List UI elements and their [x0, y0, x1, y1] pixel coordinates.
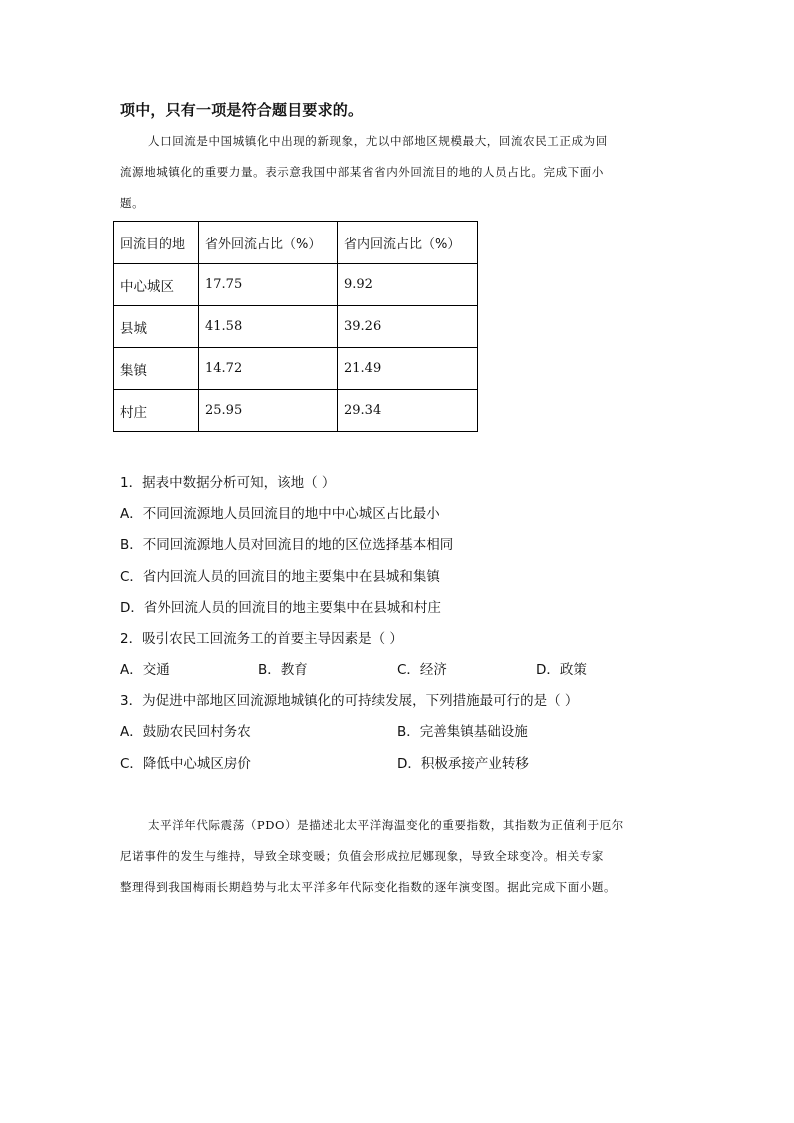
- question-2-option-a: A．交通: [120, 662, 170, 678]
- table-header-cell: 省内回流占比（%）: [338, 222, 478, 264]
- section-heading: 项中，只有一项是符合题目要求的。: [120, 101, 364, 119]
- intro-1-line-3: 题。: [120, 196, 145, 210]
- question-3-option-b: B．完善集镇基础设施: [397, 724, 528, 740]
- question-1-stem: 1．据表中数据分析可知，该地（ ）: [120, 475, 336, 491]
- intro-2-line-2: 尼诺事件的发生与维持，导致全球变暖；负值会形成拉尼娜现象，导致全球变冷。相关专家: [120, 849, 604, 863]
- question-2-option-d: D．政策: [536, 662, 587, 678]
- table-cell: 25.95: [199, 390, 338, 432]
- table-cell: 14.72: [199, 348, 338, 390]
- question-2-option-c: C．经济: [397, 662, 447, 678]
- question-3-stem: 3．为促进中部地区回流源地城镇化的可持续发展，下列措施最可行的是（ ）: [120, 693, 579, 709]
- question-2-stem: 2．吸引农民工回流务工的首要主导因素是（ ）: [120, 631, 403, 647]
- intro-1-line-2: 流源地城镇化的重要力量。表示意我国中部某省省内外回流目的地的人员占比。完成下面小: [120, 165, 604, 179]
- table-cell: 39.26: [338, 306, 478, 348]
- question-3-option-d: D．积极承接产业转移: [397, 756, 529, 772]
- question-1-option-d: D．省外回流人员的回流目的地主要集中在县城和村庄: [120, 600, 441, 616]
- intro-2-line-3: 整理得到我国梅雨长期趋势与北太平洋多年代际变化指数的逐年演变图。据此完成下面小题。: [120, 880, 617, 894]
- table-row: [114, 348, 478, 390]
- table-cell: 29.34: [338, 390, 478, 432]
- question-1-option-b: B．不同回流源地人员对回流目的地的区位选择基本相同: [120, 537, 454, 553]
- table-header-cell: 省外回流占比（%）: [199, 222, 338, 264]
- question-3-option-c: C．降低中心城区房价: [120, 756, 251, 772]
- intro-paragraph-1: [120, 126, 680, 219]
- table-header-cell: 回流目的地: [114, 222, 199, 264]
- table-cell: 9.92: [338, 264, 478, 306]
- intro-2-line-1: 太平洋年代际震荡（PDO）是描述北太平洋海温变化的重要指数，其指数为正值利于厄尔: [148, 818, 624, 832]
- table-cell: 村庄: [114, 390, 199, 432]
- table-row: [114, 264, 478, 306]
- table-cell: 21.49: [338, 348, 478, 390]
- table-cell: 17.75: [199, 264, 338, 306]
- table-row: [114, 390, 478, 432]
- table-cell: 中心城区: [114, 264, 199, 306]
- return-destination-table: [113, 221, 478, 432]
- question-3-option-a: A．鼓励农民回村务农: [120, 724, 251, 740]
- intro-1-line-1: 人口回流是中国城镇化中出现的新现象，尤以中部地区规模最大，回流农民工正成为回: [148, 134, 608, 148]
- table-cell: 41.58: [199, 306, 338, 348]
- question-1-option-c: C．省内回流人员的回流目的地主要集中在县城和集镇: [120, 569, 440, 585]
- table-row: [114, 306, 478, 348]
- table-cell: 集镇: [114, 348, 199, 390]
- table-header-row: [114, 222, 478, 264]
- table-cell: 县城: [114, 306, 199, 348]
- question-1-option-a: A．不同回流源地人员回流目的地中中心城区占比最小: [120, 506, 440, 522]
- question-2-option-b: B．教育: [258, 662, 308, 678]
- intro-paragraph-2: [120, 810, 680, 903]
